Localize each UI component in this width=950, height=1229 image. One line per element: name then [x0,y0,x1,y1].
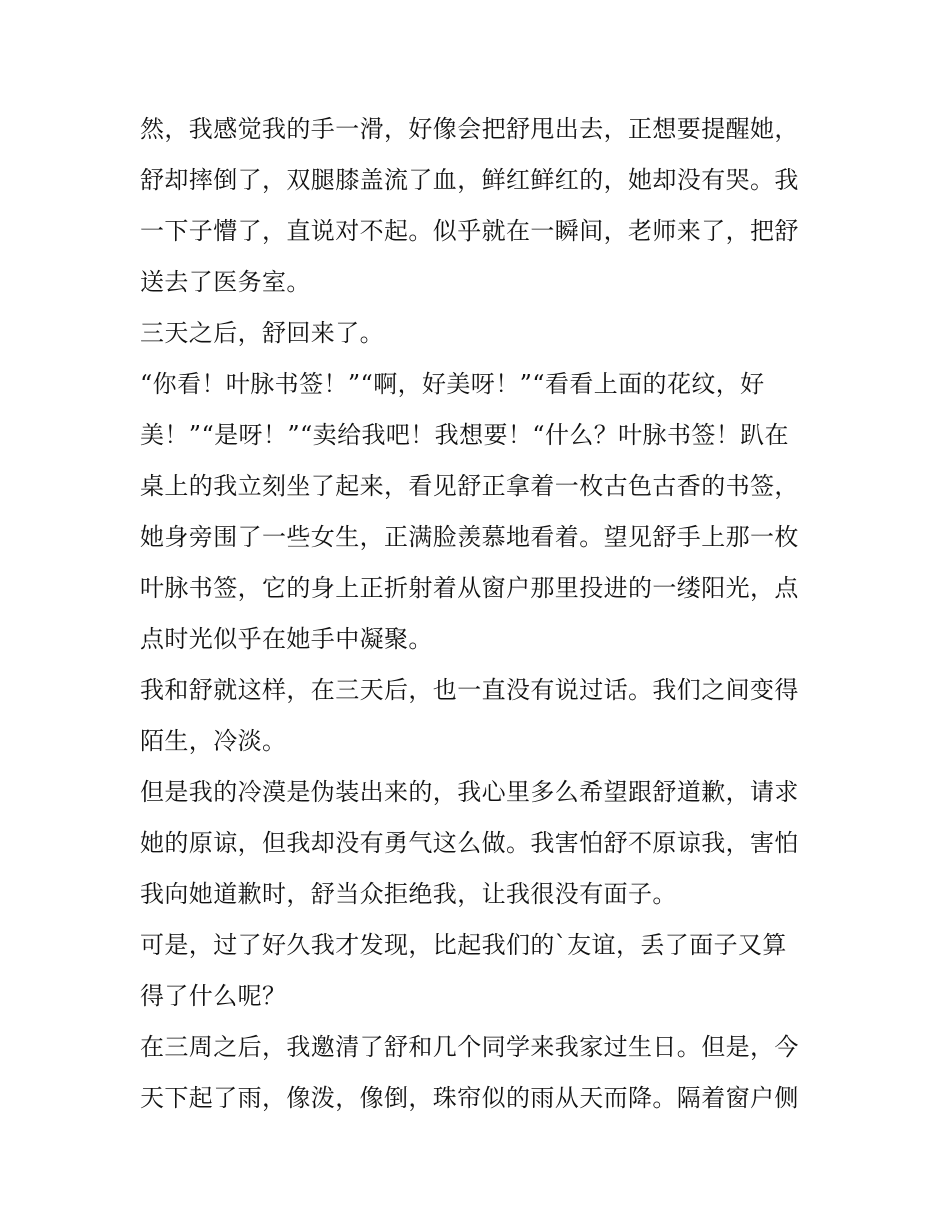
text-line: 天下起了雨，像泼，像倒，珠帘似的雨从天而降。隔着窗户侧 [140,1084,799,1112]
text-line: “你看！叶脉书签！”“啊，好美呀！”“看看上面的花纹，好 [140,370,765,398]
text-line: 在三周之后，我邀清了舒和几个同学来我家过生日。但是，今 [140,1033,799,1061]
text-line: 一下子懵了，直说对不起。似乎就在一瞬间，老师来了，把舒 [140,217,799,245]
text-line: 我和舒就这样，在三天后，也一直没有说过话。我们之间变得 [140,676,799,704]
text-line: 三天之后，舒回来了。 [140,319,384,347]
text-line: 她的原谅，但我却没有勇气这么做。我害怕舒不原谅我，害怕 [140,829,799,857]
text-line: 美！”“是呀！”“卖给我吧！我想要！“什么？叶脉书签！趴在 [140,421,789,449]
text-line: 叶脉书签，它的身上正折射着从窗户那里投进的一缕阳光，点 [140,574,799,602]
text-line: 可是，过了好久我才发现，比起我们的`友谊，丢了面子又算 [140,931,787,959]
text-line: 舒却摔倒了，双腿膝盖流了血，鲜红鲜红的，她却没有哭。我 [140,166,799,194]
text-line: 然，我感觉我的手一滑，好像会把舒甩出去，正想要提醒她， [140,115,799,143]
text-line: 她身旁围了一些女生，正满脸羡慕地看着。望见舒手上那一枚 [140,523,799,551]
text-line: 得了什么呢？ [140,982,287,1010]
text-line: 但是我的冷漠是伪装出来的，我心里多么希望跟舒道歉，请求 [140,778,799,806]
text-line: 我向她道歉时，舒当众拒绝我，让我很没有面子。 [140,880,677,908]
text-line: 桌上的我立刻坐了起来，看见舒正拿着一枚古色古香的书签， [140,472,799,500]
text-line: 送去了医务室。 [140,268,311,296]
text-line: 陌生，冷淡。 [140,727,287,755]
text-line: 点时光似乎在她手中凝聚。 [140,625,433,653]
document-body [140,104,820,1124]
